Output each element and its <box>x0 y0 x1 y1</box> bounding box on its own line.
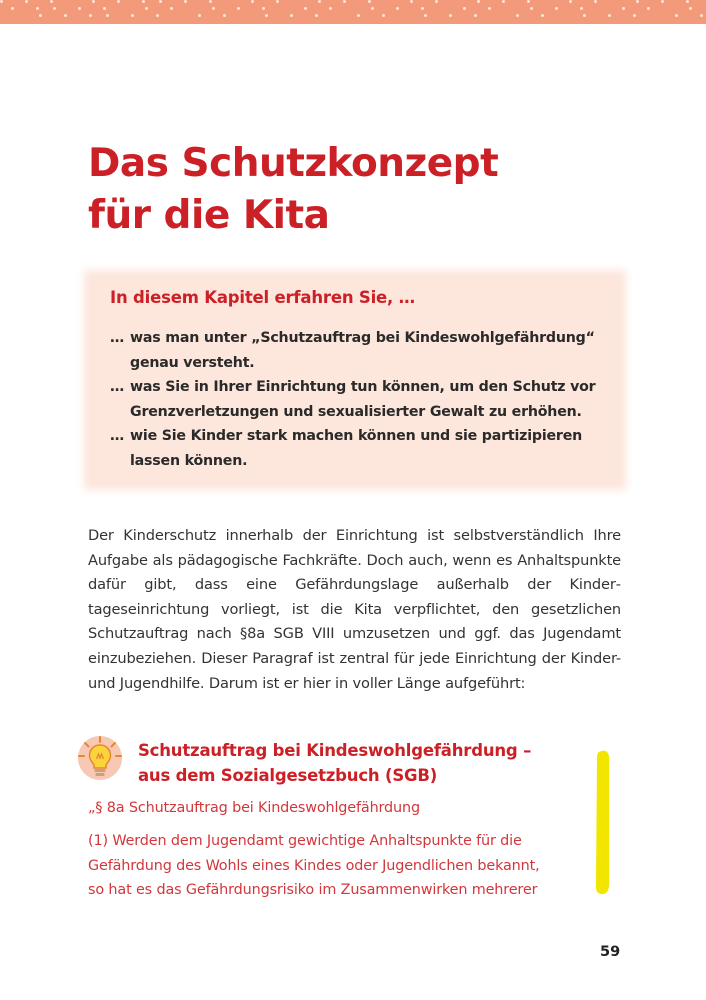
ellipsis-bullet: … <box>110 330 124 346</box>
band-speckle <box>11 7 14 10</box>
band-speckle <box>209 0 212 3</box>
band-speckle <box>64 14 67 17</box>
band-speckle <box>636 0 639 3</box>
law-paragraph-line: so hat es das Gefährdungsrisiko im Zusammenwirken mehrerer <box>88 882 538 899</box>
band-speckle <box>262 7 265 10</box>
band-speckle <box>686 0 689 3</box>
band-speckle <box>237 7 240 10</box>
band-speckle <box>212 7 215 10</box>
band-speckle <box>50 0 53 3</box>
band-speckle <box>223 14 226 17</box>
band-speckle <box>580 7 583 10</box>
ellipsis-bullet: … <box>110 379 124 395</box>
chapter-overview-item-line-1: was Sie in Ihrer Einrichtung tun können, um den Schutz vor <box>130 379 596 395</box>
band-speckle <box>555 7 558 10</box>
band-speckle <box>318 0 321 3</box>
band-speckle <box>89 14 92 17</box>
highlighter-mark <box>588 748 618 896</box>
band-speckle <box>700 14 703 17</box>
chapter-overview-list <box>110 326 610 473</box>
band-speckle <box>142 0 145 3</box>
band-speckle <box>343 0 346 3</box>
band-speckle <box>198 14 201 17</box>
band-speckle <box>304 7 307 10</box>
band-speckle <box>647 7 650 10</box>
band-speckle <box>424 14 427 17</box>
band-speckle <box>382 14 385 17</box>
law-paragraph-line: Gefährdung des Wohls eines Kindes oder Jugendlichen bekannt, <box>88 857 540 874</box>
band-speckle <box>53 7 56 10</box>
chapter-overview-box <box>90 276 620 484</box>
chapter-overview-item-line-2: lassen können. <box>130 452 248 469</box>
band-speckle <box>117 0 120 3</box>
band-speckle <box>675 14 678 17</box>
band-speckle <box>463 7 466 10</box>
band-speckle <box>541 14 544 17</box>
band-speckle <box>131 14 134 17</box>
chapter-overview-item-line-2: Grenzverletzungen und sexualisierter Gewalt zu erhöhen. <box>130 403 582 420</box>
law-paragraph-line: (1) Werden dem Jugendamt gewichtige Anhaltspunkte für die <box>88 833 522 849</box>
band-speckle <box>527 0 530 3</box>
band-speckle <box>329 7 332 10</box>
band-speckle <box>357 14 360 17</box>
band-speckle <box>516 14 519 17</box>
band-speckle <box>78 7 81 10</box>
law-excerpt <box>88 796 608 903</box>
band-speckle <box>435 0 438 3</box>
page-title-line-1: Das Schutzkonzept <box>88 141 499 186</box>
band-speckle <box>396 7 399 10</box>
band-speckle <box>184 0 187 3</box>
band-speckle <box>622 7 625 10</box>
band-speckle <box>315 14 318 17</box>
band-speckle <box>449 14 452 17</box>
chapter-overview-heading: In diesem Kapitel erfahren Sie, … <box>110 288 415 307</box>
band-speckle <box>103 7 106 10</box>
chapter-overview-item-line-1: was man unter „Schutzauftrag bei Kindeswohlgefährdung“ <box>130 330 595 346</box>
band-speckle <box>290 14 293 17</box>
band-speckle <box>477 0 480 3</box>
page-number: 59 <box>600 944 621 960</box>
band-speckle <box>371 7 374 10</box>
band-speckle <box>156 14 159 17</box>
band-speckle <box>474 14 477 17</box>
band-speckle <box>530 7 533 10</box>
band-speckle <box>368 0 371 3</box>
band-speckle <box>0 0 3 3</box>
chapter-overview-item-line-1: wie Sie Kinder stark machen können und sie partizipieren <box>130 428 583 444</box>
band-speckle <box>488 7 491 10</box>
band-speckle <box>25 0 28 3</box>
lightbulb-icon <box>76 734 124 782</box>
page-title-line-2: für die Kita <box>88 193 330 238</box>
band-speckle <box>583 14 586 17</box>
law-heading-line-2: aus dem Sozialgesetzbuch (SGB) <box>138 766 438 785</box>
band-speckle <box>251 0 254 3</box>
band-speckle <box>145 7 148 10</box>
law-heading-line-1: Schutzauftrag bei Kindeswohlgefährdung – <box>138 741 532 760</box>
band-speckle <box>265 14 268 17</box>
band-speckle <box>502 0 505 3</box>
law-paragraph-text <box>88 829 608 903</box>
band-speckle <box>170 7 173 10</box>
band-speckle <box>410 0 413 3</box>
band-speckle <box>661 0 664 3</box>
chapter-overview-item-line-2: genau versteht. <box>130 354 255 371</box>
band-speckle <box>276 0 279 3</box>
band-speckle <box>159 0 162 3</box>
chapter-overview-item <box>110 375 610 424</box>
band-speckle <box>594 0 597 3</box>
band-speckle <box>633 14 636 17</box>
band-speckle <box>689 7 692 10</box>
band-speckle <box>569 0 572 3</box>
chapter-overview-item <box>110 424 610 473</box>
law-section-heading <box>138 738 531 788</box>
body-paragraph: Der Kinderschutz innerhalb der Einrichtung ist selbstverständlich Ihre Aufgabe als pädagogische Fachkräfte. Doch auch, wenn es Anhaltspunkte dafür gibt, dass eine Gefährdungslage außerhalb der Kindertageseinrichtung vorliegt, ist die Kita verpflichtet, den gesetzlichen Schutzauftrag nach §8a SGB VIII umzusetzen und ggf. das Jugendamt einzubeziehen. Dieser Paragraf ist zentral für jede Einrichtung der Kinder- und Jugendhilfe. Darum ist er hier in voller Länge aufgeführt: <box>88 527 621 692</box>
top-decorative-band <box>0 0 706 24</box>
band-speckle <box>92 0 95 3</box>
law-paragraph-title: „§ 8a Schutzauftrag bei Kindeswohlgefährdung <box>88 800 420 816</box>
page-title <box>88 138 498 242</box>
ellipsis-bullet: … <box>110 428 124 444</box>
band-speckle <box>421 7 424 10</box>
band-speckle <box>608 14 611 17</box>
band-speckle <box>39 14 42 17</box>
band-speckle <box>36 7 39 10</box>
band-speckle <box>106 14 109 17</box>
chapter-overview-item <box>110 326 610 375</box>
